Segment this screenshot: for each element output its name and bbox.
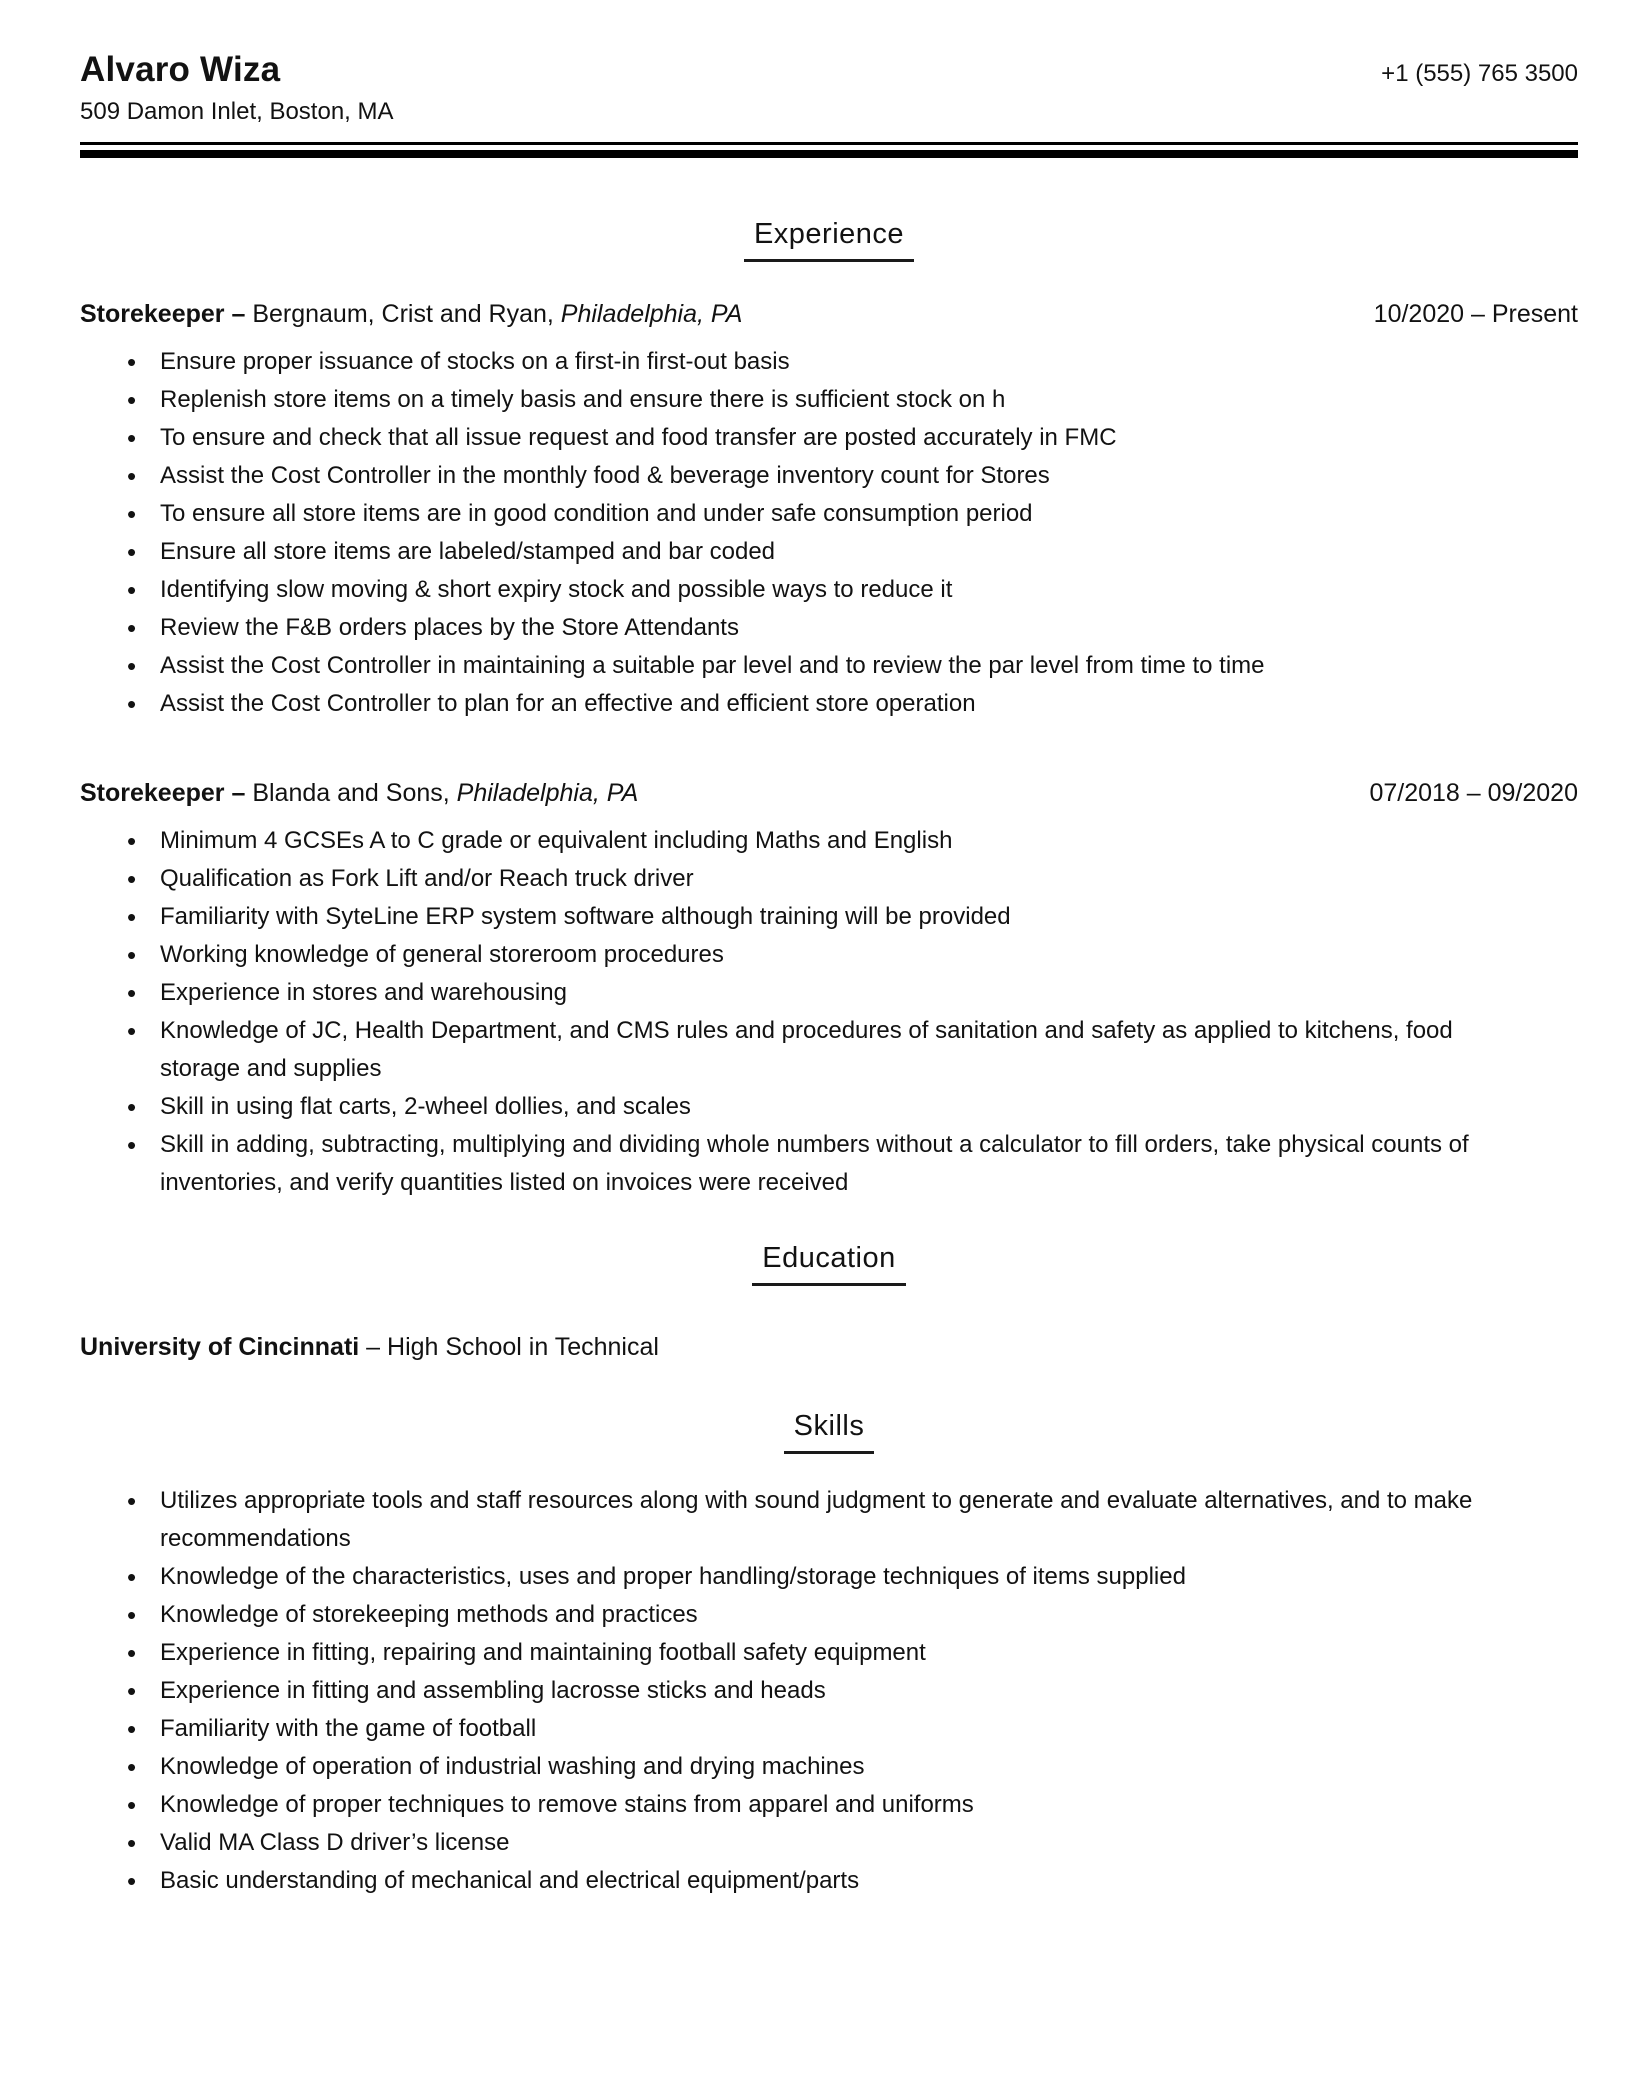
job-entry-2 [80,779,1578,1202]
education-section-heading-block [80,1242,1578,1286]
job-bullet: • Skill in adding, subtracting, multiplying and dividing whole numbers without a calculator to fill orders, take physical counts of inventories, and verify quantities listed on invoices were received [160,1126,1520,1202]
job-bullet: • Ensure all store items are labeled/stamped and bar coded [160,533,1520,571]
skill-bullet: • Knowledge of the characteristics, uses and proper handling/storage techniques of items supplied [160,1558,1520,1596]
degree: – High School in Technical [359,1333,659,1362]
job-bullet: • Assist the Cost Controller to plan for an effective and efficient store operation [160,685,1520,723]
experience-heading: Experience [744,218,914,262]
job-dates: 07/2018 – 09/2020 [1369,779,1578,808]
skills-section-heading-block [80,1410,1578,1454]
job-location: Philadelphia, PA [456,779,639,808]
skill-bullet: • Knowledge of proper techniques to remove stains from apparel and uniforms [160,1786,1520,1824]
skill-bullet: • Valid MA Class D driver’s license [160,1824,1520,1862]
job-bullet: • To ensure and check that all issue request and food transfer are posted accurately in FMC [160,419,1520,457]
job-role: Storekeeper – [80,779,246,808]
job-title [80,300,742,329]
job-bullet: • Working knowledge of general storeroom procedures [160,936,1520,974]
job-bullet: • Skill in using flat carts, 2-wheel dollies, and scales [160,1088,1520,1126]
header [80,50,1578,90]
job-location: Philadelphia, PA [560,300,743,329]
skill-bullet: • Knowledge of operation of industrial washing and drying machines [160,1748,1520,1786]
address: 509 Damon Inlet, Boston, MA [80,98,394,126]
job-bullet: • Minimum 4 GCSEs A to C grade or equivalent including Maths and English [160,822,1520,860]
education-heading: Education [752,1242,906,1286]
school-name: University of Cincinnati [80,1333,360,1362]
experience-section-heading-block [80,218,1578,262]
skill-bullet: • Experience in fitting and assembling lacrosse sticks and heads [160,1672,1520,1710]
skills-bullet-list [80,1482,1578,1900]
person-name: Alvaro Wiza [80,50,281,89]
skill-bullet: • Utilizes appropriate tools and staff resources along with sound judgment to generate and evaluate alternatives, and to make recommendations [160,1482,1520,1558]
job-bullet: • To ensure all store items are in good condition and under safe consumption period [160,495,1520,533]
skill-bullet: • Knowledge of storekeeping methods and practices [160,1596,1520,1634]
job-role: Storekeeper – [80,300,246,329]
job-bullet: • Familiarity with SyteLine ERP system software although training will be provided [160,898,1520,936]
job-bullet: • Experience in stores and warehousing [160,974,1520,1012]
job-bullet: • Assist the Cost Controller in the monthly food & beverage inventory count for Stores [160,457,1520,495]
job-bullet: • Qualification as Fork Lift and/or Reach truck driver [160,860,1520,898]
job-title [80,779,638,808]
job-title-row [80,779,1578,808]
job-bullet-list [80,822,1578,1202]
job-company: Blanda and Sons, [245,779,457,808]
skills-heading: Skills [784,1410,875,1454]
job-dates: 10/2020 – Present [1373,300,1578,329]
job-company: Bergnaum, Crist and Ryan, [245,300,561,329]
phone-number: +1 (555) 765 3500 [1381,60,1578,87]
job-bullet: • Identifying slow moving & short expiry stock and possible ways to reduce it [160,571,1520,609]
job-title-row [80,300,1578,329]
skill-bullet: • Familiarity with the game of football [160,1710,1520,1748]
job-bullet: • Knowledge of JC, Health Department, and CMS rules and procedures of sanitation and safety as applied to kitchens, food storage and supplies [160,1012,1520,1088]
job-bullet: • Review the F&B orders places by the Store Attendants [160,609,1520,647]
job-entry-1 [80,300,1578,723]
job-bullet-list [80,343,1578,723]
job-bullet: • Assist the Cost Controller in maintaining a suitable par level and to review the par level from time to time [160,647,1520,685]
education-entry [80,1328,1578,1366]
header-divider [80,142,1578,158]
skill-bullet: • Experience in fitting, repairing and maintaining football safety equipment [160,1634,1520,1672]
job-bullet: • Ensure proper issuance of stocks on a first-in first-out basis [160,343,1520,381]
skill-bullet: • Basic understanding of mechanical and electrical equipment/parts [160,1862,1520,1900]
job-bullet: • Replenish store items on a timely basis and ensure there is sufficient stock on h [160,381,1520,419]
